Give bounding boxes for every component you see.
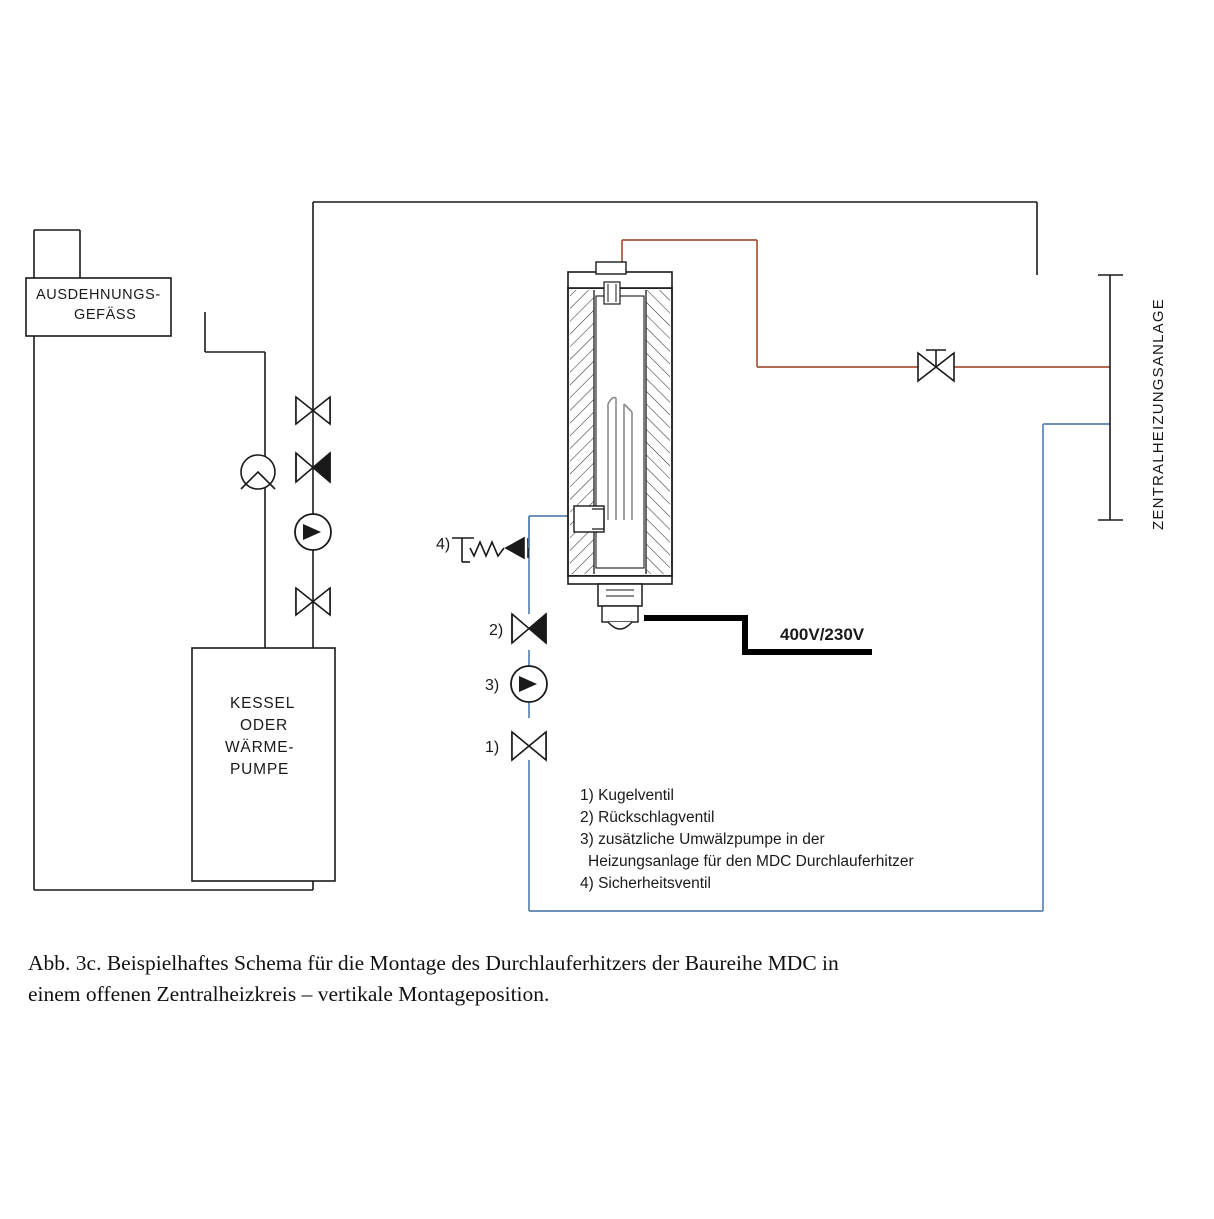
- caption-line-1: Abb. 3c. Beispielhaftes Schema für die Montage des Durchlauferhitzers der Baureihe MDC in: [28, 951, 839, 975]
- boiler-label-1: KESSEL: [230, 695, 296, 712]
- figure-caption: [28, 948, 1188, 1009]
- boiler-box: [192, 648, 335, 881]
- legend-item-5: 4) Sicherheitsventil: [580, 875, 711, 892]
- mdc-flow-heater: [568, 262, 672, 629]
- check-valve-2: [512, 614, 546, 643]
- central-heating-label: ZENTRALHEIZUNGSANLAGE: [1150, 298, 1167, 530]
- legend-item-2: 2) Rückschlagventil: [580, 809, 715, 826]
- circulation-pump-left: [295, 514, 331, 550]
- central-heating-bus: [1098, 275, 1123, 520]
- ball-valve-1: [512, 732, 546, 760]
- gauge-left: [241, 455, 275, 489]
- piping-black: [34, 202, 1037, 890]
- voltage-label: 400V/230V: [780, 625, 865, 644]
- callout-4-label: 4): [436, 536, 451, 553]
- boiler-label-3: WÄRME-: [225, 739, 295, 756]
- boiler-label-2: ODER: [240, 717, 288, 734]
- caption-line-2: einem offenen Zentralheizkreis – vertikale Montageposition.: [28, 981, 550, 1006]
- legend-item-4: Heizungsanlage für den MDC Durchlauferhitzer: [588, 853, 914, 870]
- callout-3-label: 3): [485, 677, 500, 694]
- expansion-vessel-label-2: GEFÄSS: [74, 307, 137, 323]
- boiler-label-4: PUMPE: [230, 761, 290, 778]
- legend-item-3: 3) zusätzliche Umwälzpumpe in der: [580, 831, 825, 848]
- legend-item-1: 1) Kugelventil: [580, 787, 674, 804]
- safety-valve: [452, 516, 529, 562]
- expansion-vessel: [26, 278, 171, 336]
- legend: [580, 787, 914, 892]
- circulation-pump-3: [511, 666, 547, 702]
- expansion-vessel-label-1: AUSDEHNUNGS-: [36, 287, 161, 303]
- callout-2-label: 2): [489, 622, 504, 639]
- callout-1-label: 1): [485, 739, 500, 756]
- zone-valve-red: [918, 350, 954, 381]
